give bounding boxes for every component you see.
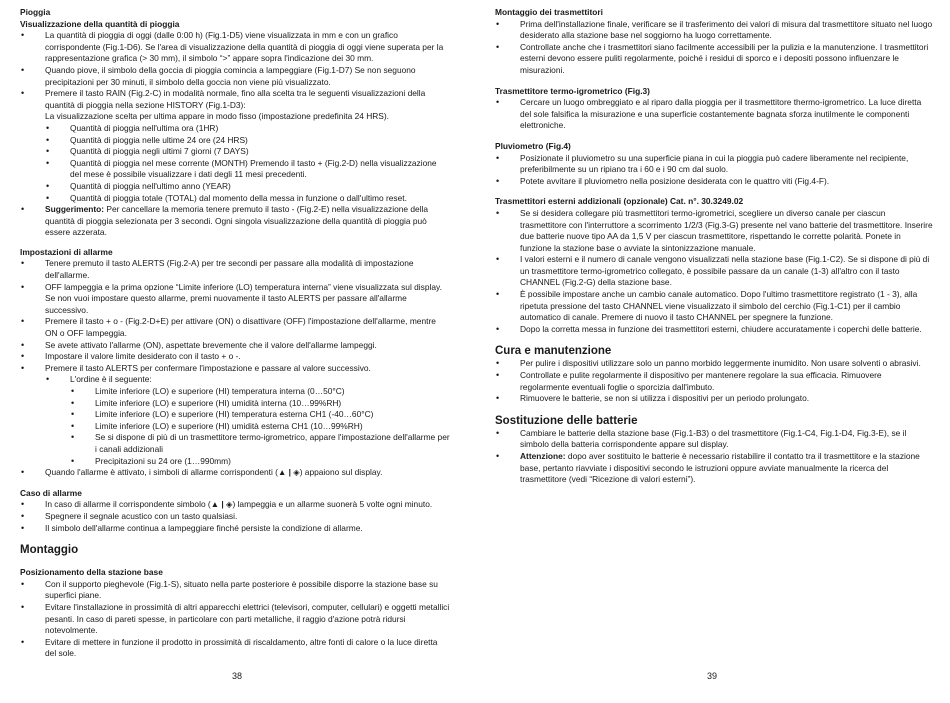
list-item: • L'ordine è il seguente: xyxy=(20,374,450,386)
list-item: • Rimuovere le batterie, se non si utilizza i dispositivi per un periodo prolungato. xyxy=(495,393,933,405)
list-item: • Premere il tasto + o - (Fig.2-D+E) per attivare (ON) o disattivare (OFF) l'impostazione dell'allarme, mentre ON o OFF lampeggia. xyxy=(20,316,450,339)
right-page xyxy=(495,7,933,495)
alarm-case-text-a: In caso di allarme il corrispondente simbolo ( xyxy=(45,499,211,510)
list-item: • Quantità di pioggia nel mese corrente (MONTH) Premendo il tasto + (Fig.2-D) nella visualizzazione del mese è possibile visualizzare i dati degli 11 mesi precedenti. xyxy=(20,158,450,181)
transmitter-mount-title: Montaggio dei trasmettitori xyxy=(495,7,603,17)
list-item: • Spegnere il segnale acustico con un tasto qualsiasi. xyxy=(20,511,450,523)
alarm-order-list xyxy=(20,386,450,467)
care-section xyxy=(495,344,933,404)
rain-list xyxy=(20,30,450,111)
list-item: • Quando piove, il simbolo della goccia di pioggia comincia a lampeggiare (Fig.1-D7) Se non seguono precipitazioni per 30 minuti, il simbolo della goccia non viene più visualizzato. xyxy=(20,65,450,88)
list-item: • Prima dell'installazione finale, verificare se il trasferimento dei valori di misura dal trasmettitore situato nel luogo desiderato alla stazione base nel soggiorno ha luogo correttamente. xyxy=(495,19,933,42)
list-item xyxy=(20,467,450,479)
alarm-symbols-icon: ▲ | ◈ xyxy=(277,467,300,478)
thermo-list xyxy=(495,97,933,132)
list-item: • Con il supporto pieghevole (Fig.1-S), situato nella parte posteriore è possibile disporre la stazione base su superfici piane. xyxy=(20,579,450,602)
alarm-note-text-b: ) appaiono sul display. xyxy=(299,467,383,478)
attention-item xyxy=(495,451,933,486)
rain-gauge-list xyxy=(495,153,933,188)
care-list xyxy=(495,358,933,404)
rain-gauge-section xyxy=(495,141,933,187)
list-item: • Impostare il valore limite desiderato con il tasto + o -. xyxy=(20,351,450,363)
transmitter-mount-section xyxy=(495,7,933,77)
page-number-left: 38 xyxy=(232,671,243,681)
list-item: • Se si dispone di più di un trasmettitore termo-igrometrico, appare l'impostazione dell'allarme per i canali addizionali xyxy=(20,432,450,455)
list-item: • Per pulire i dispositivi utilizzare solo un panno morbido leggermente inumidito. Non usare solventi o abrasivi. xyxy=(495,358,933,370)
alarm-case-text-b: ) lampeggia e un allarme suonerà 5 volte ogni minuto. xyxy=(232,499,433,510)
list-item: • Dopo la corretta messa in funzione dei trasmettitori esterni, chiudere accuratamente i coperchi delle batterie. xyxy=(495,324,933,336)
list-item: • Tenere premuto il tasto ALERTS (Fig.2-A) per tre secondi per passare alla modalità di impostazione dell'allarme. xyxy=(20,258,450,281)
additional-transmitters-title: Trasmettitori esterni addizionali (opzionale) Cat. n°. 30.3249.02 xyxy=(495,196,744,207)
battery-title: Sostituzione delle batterie xyxy=(495,414,638,427)
list-item: • Se si desidera collegare più trasmettitori termo-igrometrici, scegliere un diverso canale per ciascun trasmettitore con l'interruttore a scorrimento 1/2/3 (Fig.3-G) presente nel vano batterie del trasmettitore. Inserire due batterie nuove tipo AA da 1,5 V per ciascun trasmettitore, rispettando le corrette polarità. Ponete in funzione la stazione base o avviate la sintonizzazione manuale. xyxy=(495,208,933,254)
mount-section xyxy=(20,543,450,660)
alarm-settings-section xyxy=(20,247,450,479)
attention-label: Attenzione: xyxy=(520,451,566,461)
list-item: • Limite inferiore (LO) e superiore (HI) umidità esterna CH1 (10…99%RH) xyxy=(20,421,450,433)
list-item: • OFF lampeggia e la prima opzione “Limite inferiore (LO) temperatura interna” viene visualizzata sul display. Se non vuoi impostare questo allarme, premi nuovamente il tasto ALERTS per passare all'allarme successivo. xyxy=(20,282,450,317)
battery-section xyxy=(495,414,933,486)
list-item: • Controllate anche che i trasmettitori siano facilmente accessibili per la pulizia e la manutenzione. I trasmettitori esterni devono essere puliti regolarmente, poiché i residui di sporco e i depositi possono influenzare le misurazioni. xyxy=(495,42,933,77)
list-item: • Quantità di pioggia nell'ultimo anno (YEAR) xyxy=(20,181,450,193)
battery-list xyxy=(495,428,933,486)
alarm-order-intro xyxy=(20,374,450,386)
additional-transmitters-section xyxy=(495,196,933,335)
alarm-case-list xyxy=(20,499,450,534)
rain-gauge-title: Pluviometro (Fig.4) xyxy=(495,140,571,151)
list-item: • Quantità di pioggia totale (TOTAL) dal momento della messa in funzione o dall'ultimo reset. xyxy=(20,193,450,205)
list-item: • Evitare l'installazione in prossimità di altri apparecchi elettrici (televisori, computer, cellulari) e oggetti metallici pesanti. In caso di pareti spesse, in particolare con parti metalliche, il raggio d'azione potrà ridursi notevolmente. xyxy=(20,602,450,637)
tip-item xyxy=(20,204,450,239)
list-item: • Precipitazioni su 24 ore (1…990mm) xyxy=(20,456,450,468)
alarm-case-section xyxy=(20,488,450,534)
alarm-note-text-a: Quando l'allarme è attivato, i simboli di allarme corrispondenti ( xyxy=(45,467,278,478)
mount-list xyxy=(20,579,450,660)
list-item: • Il simbolo dell'allarme continua a lampeggiare finché persiste la condizione di allarme. xyxy=(20,523,450,535)
tip-label: Suggerimento: xyxy=(45,204,105,215)
mount-title: Montaggio xyxy=(20,544,79,557)
rain-section xyxy=(20,7,450,239)
list-item: • Limite inferiore (LO) e superiore (HI) temperatura interna (0…50°C) xyxy=(20,386,450,398)
list-item: • Cercare un luogo ombreggiato e al riparo dalla pioggia per il trasmettitore thermo-igrometrico. La luce diretta del sole falsifica la misurazione e una superficie costantemente bagnata sforza inutilmente le componenti elettroniche. xyxy=(495,97,933,132)
list-item: • Quantità di pioggia nelle ultime 24 ore (24 HRS) xyxy=(20,135,450,147)
rain-continuation: La visualizzazione scelta per ultima appare in modo fisso (impostazione predefinita 24 HRS). xyxy=(45,111,390,122)
list-item: • Controllate e pulite regolarmente il dispositivo per mantenere regolare la sua efficacia. Rimuovere regolarmente eventuali foglie o sporcizia dall'imbuto. xyxy=(495,370,933,393)
list-item: • Se avete attivato l'allarme (ON), aspettate brevemente che il valore dell'allarme lampeggi. xyxy=(20,340,450,352)
list-item: • Quantità di pioggia nell'ultima ora (1HR) xyxy=(20,123,450,135)
alarm-settings-title: Impostazioni di allarme xyxy=(20,246,113,257)
additional-transmitters-list xyxy=(495,208,933,336)
list-item: • La quantità di pioggia di oggi (dalle 0:00 h) (Fig.1-D5) viene visualizzata in mm e con un grafico corrispondente (Fig.1-D6). Se l'area di visualizzazione della quantità di pioggia di oggi viene superata per la rappresentazione grafica (> 30 mm), il simbolo “>” appare sopra l'indicazione dei 30 mm. xyxy=(20,30,450,65)
list-item: • Premere il tasto RAIN (Fig.2-C) in modalità normale, fino alla scelta tra le seguenti visualizzazioni della quantità di pioggia nella sezione HISTORY (Fig.1-D3): xyxy=(20,88,450,111)
list-item: • Premere il tasto ALERTS per confermare l'impostazione e passare al valore successivo. xyxy=(20,363,450,375)
alarm-settings-list xyxy=(20,258,450,374)
attention-text: dopo aver sostituito le batterie è necessario ristabilire il contatto tra il trasmettitore e la stazione base, pertanto riavviate i dispositivi secondo le istruzioni oppure avviate manualmente la ricerca del trasmettitore (vedi “Ricezione di valori esterni”). xyxy=(520,451,920,485)
list-item: • Limite inferiore (LO) e superiore (HI) umidità interna (10…99%RH) xyxy=(20,398,450,410)
list-item xyxy=(20,499,450,511)
alarm-active-note xyxy=(20,467,450,479)
tip-text: Per cancellare la memoria tenere premuto il tasto - (Fig.2-E) nella visualizzazione della quantità di pioggia selezionata per 3 secondi. Ogni singola visualizzazione della quantità di pioggia può essere azzerata. xyxy=(45,204,429,238)
list-item: • Evitare di mettere in funzione il prodotto in prossimità di riscaldamento, altre fonti di calore o la luce diretta del sole. xyxy=(20,637,450,660)
rain-display-title: Visualizzazione della quantità di pioggia xyxy=(20,18,180,29)
care-title: Cura e manutenzione xyxy=(495,345,612,358)
rain-title: Pioggia xyxy=(20,7,51,17)
thermo-title: Trasmettitore termo-igrometrico (Fig.3) xyxy=(495,85,650,96)
thermo-section xyxy=(495,86,933,132)
alarm-symbols-icon: ▲ | ◈ xyxy=(210,499,233,510)
list-item: • I valori esterni e il numero di canale vengono visualizzati nella stazione base (Fig.1-C2). Se si dispone di più di un trasmettitore termo-igrometrico collegato, è possibile passare da un canale (1-3) all'altro con il tasto CHANNEL (Fig.2-G) della stazione base. xyxy=(495,254,933,289)
page-number-right: 39 xyxy=(707,671,718,681)
rain-tip xyxy=(20,204,450,239)
left-page xyxy=(20,7,450,669)
list-item: • Quantità di pioggia negli ultimi 7 giorni (7 DAYS) xyxy=(20,146,450,158)
list-item: • È possibile impostare anche un cambio canale automatico. Dopo l'ultimo trasmettitore registrato (1 - 3), alla ripetuta pressione del tasto CHANNEL viene visualizzato il simbolo del cerchio (Fig.1-C1) per il cambio automatico di canale. Premere di nuovo il tasto CHANNEL per spegnere la funzione. xyxy=(495,289,933,324)
alarm-case-title: Caso di allarme xyxy=(20,487,82,498)
rain-history-options xyxy=(20,123,450,204)
list-item: • Potete avvitare il pluviometro nella posizione desiderata con le quattro viti (Fig.4-F). xyxy=(495,176,933,188)
list-item: • Posizionate il pluviometro su una superficie piana in cui la pioggia può cadere liberamente nel recipiente, preferibilmente su un ripiano tra i 60 e i 90 cm dal suolo. xyxy=(495,153,933,176)
list-item: • Cambiare le batterie della stazione base (Fig.1-B3) o del trasmettitore (Fig.1-C4, Fig.1-D4, Fig.3-E), se il simbolo della batteria corrispondente appare sul display. xyxy=(495,428,933,451)
list-item: • Limite inferiore (LO) e superiore (HI) temperatura esterna CH1 (-40…60°C) xyxy=(20,409,450,421)
mount-base-title: Posizionamento della stazione base xyxy=(20,567,163,578)
transmitter-mount-list xyxy=(495,19,933,77)
